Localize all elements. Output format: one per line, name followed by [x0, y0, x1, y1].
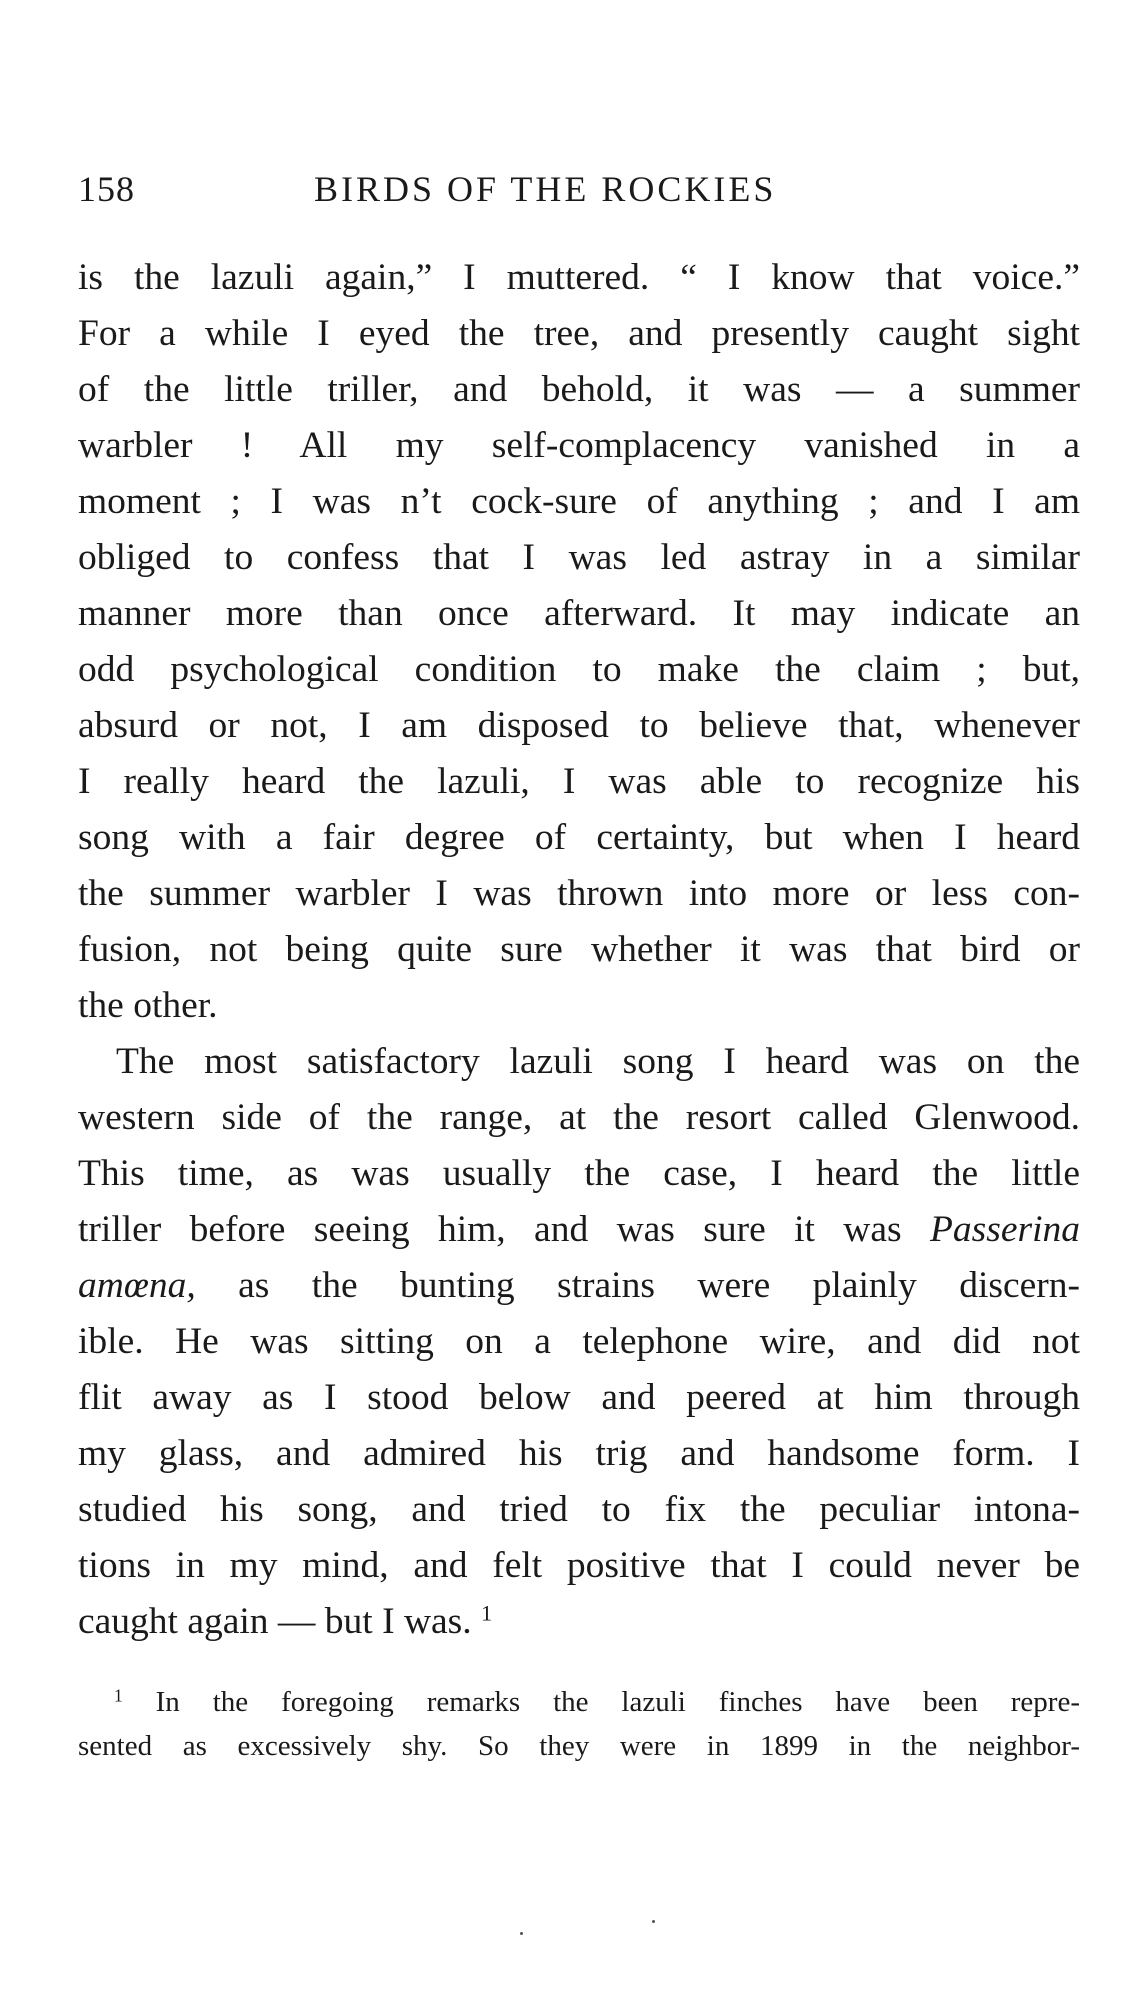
text-line: flit away as I stood below and peered at him through	[78, 1377, 1080, 1418]
text-line: ible. He was sitting on a telephone wire, and did not	[78, 1321, 1080, 1362]
text-line: For a while I eyed the tree, and presently caught sight	[78, 313, 1080, 354]
text-line: moment ; I was n’t cock-sure of anything ; and I am	[78, 481, 1080, 522]
text-line: odd psychological condition to make the claim ; but,	[78, 649, 1080, 690]
text-line: fusion, not being quite sure whether it was that bird or	[78, 929, 1080, 970]
text-line: The most satisfactory lazuli song I heard was on the	[116, 1041, 1080, 1082]
text-line: obliged to confess that I was led astray in a similar	[78, 537, 1080, 578]
text-line	[78, 1202, 1080, 1258]
running-head	[78, 168, 1078, 218]
running-title: BIRDS OF THE ROCKIES	[314, 169, 777, 209]
paragraph	[78, 250, 1080, 1034]
footnote	[78, 1680, 1080, 1768]
text-line: This time, as was usually the case, I heard the little	[78, 1153, 1080, 1194]
footnote-line	[78, 1680, 1080, 1724]
text-line: absurd or not, I am disposed to believe that, whenever	[78, 705, 1080, 746]
line-text: triller before seeing him, and was sure it was	[78, 1209, 930, 1250]
italic-species-name: amœna,	[78, 1265, 196, 1306]
italic-species-name: Passerina	[930, 1209, 1080, 1250]
paragraph	[78, 1034, 1080, 1650]
paper-speck	[652, 1920, 655, 1923]
footnote-reference: 1	[481, 1600, 493, 1626]
text-line: the summer warbler I was thrown into more or less con-	[78, 873, 1080, 914]
body-text	[78, 250, 1080, 1650]
page-number: 158	[78, 169, 135, 209]
line-text: caught again — but I was.	[78, 1601, 472, 1642]
text-line: I really heard the lazuli, I was able to recognize his	[78, 761, 1080, 802]
text-line	[78, 1258, 1080, 1314]
text-line: tions in my mind, and felt positive that I could never be	[78, 1545, 1080, 1586]
text-line: of the little triller, and behold, it was — a summer	[78, 369, 1080, 410]
text-line: western side of the range, at the resort called Glenwood.	[78, 1097, 1080, 1138]
text-line: manner more than once afterward. It may indicate an	[78, 593, 1080, 634]
text-line: song with a fair degree of certainty, but when I heard	[78, 817, 1080, 858]
text-line: studied his song, and tried to fix the peculiar intona-	[78, 1489, 1080, 1530]
footnote-text: In the foregoing remarks the lazuli finches have been repre-	[122, 1686, 1080, 1718]
text-line: my glass, and admired his trig and handsome form. I	[78, 1433, 1080, 1474]
text-line: warbler ! All my self-complacency vanished in a	[78, 425, 1080, 466]
text-line	[78, 1594, 1080, 1650]
paper-speck	[520, 1932, 523, 1935]
text-line: is the lazuli again,” I muttered. “ I know that voice.”	[78, 257, 1080, 298]
footnote-line: sented as excessively shy. So they were in 1899 in the neighbor-	[78, 1730, 1080, 1762]
text-line: the other.	[78, 985, 218, 1026]
footnote-marker: 1	[114, 1685, 123, 1706]
line-text: as the bunting strains were plainly discern-	[195, 1265, 1080, 1306]
